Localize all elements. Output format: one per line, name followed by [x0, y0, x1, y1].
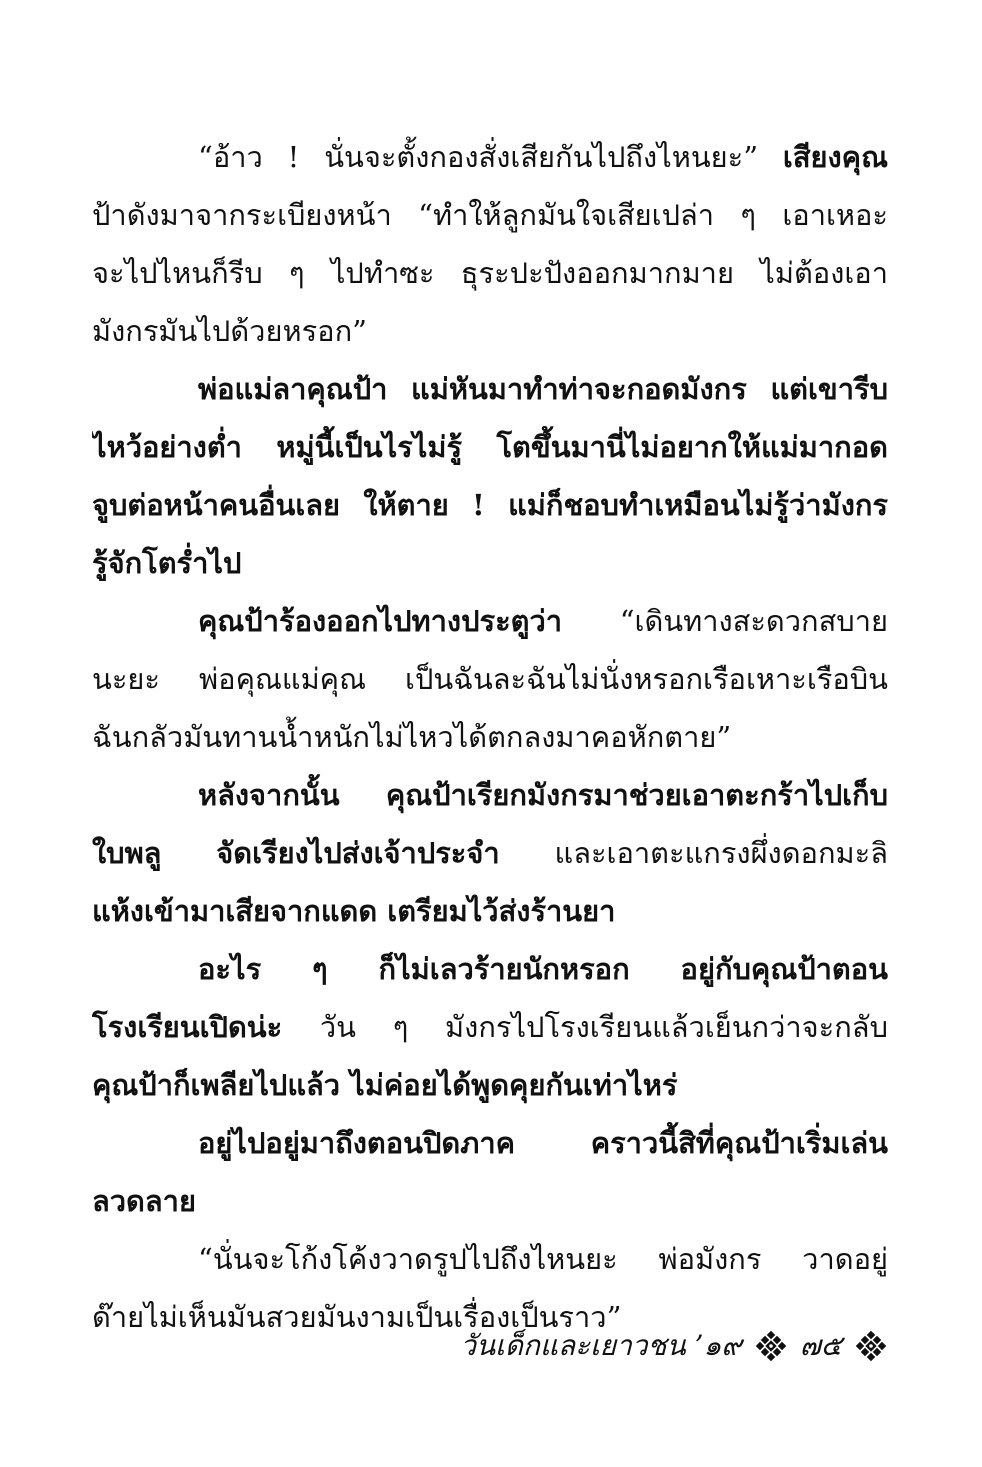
- text-line: [92, 708, 888, 766]
- text-line: [92, 592, 888, 650]
- text-line: [92, 302, 888, 360]
- text-segment: วัน ๆ มังกรไปโรงเรียนแล้วเย็นกว่าจะกลับ: [319, 1010, 888, 1044]
- text-segment: จูบต่อหน้าคนอื่นเลย ให้ตาย ! แม่ก็ชอบทำเหมือนไม่รู้ว่ามังกร: [92, 488, 888, 522]
- text-segment: หลังจากนั้น คุณป้าเรียกมังกรมาช่วยเอาตะกร้าไปเก็บ: [198, 778, 888, 812]
- text-line: [92, 418, 888, 476]
- text-line: [92, 360, 888, 418]
- text-segment: แห้งเข้ามาเสียจากแดด เตรียมไว้ส่งร้านยา: [92, 894, 616, 928]
- text-line: [92, 998, 888, 1056]
- paragraph: [92, 128, 888, 360]
- text-line: [92, 766, 888, 824]
- paragraph: [92, 1114, 888, 1230]
- text-line: [92, 882, 888, 940]
- text-line: [92, 940, 888, 998]
- text-line: [92, 824, 888, 882]
- paragraph: [92, 766, 888, 940]
- text-line: [92, 476, 888, 534]
- text-segment: อยู่ไปอยู่มาถึงตอนปิดภาค คราวนี้สิที่คุณป้าเริ่มเล่น: [198, 1126, 888, 1160]
- text-segment: ลวดลาย: [92, 1184, 196, 1218]
- paragraph: [92, 940, 888, 1114]
- text-line: [92, 1230, 888, 1288]
- paragraph: [92, 360, 888, 592]
- diamond-ornament-icon: [756, 1331, 786, 1361]
- text-segment: อะไร ๆ ก็ไม่เลวร้ายนักหรอก อยู่กับคุณป้าตอน: [198, 952, 888, 986]
- paragraph: [92, 592, 888, 766]
- text-segment: มังกรมันไปด้วยหรอก”: [92, 314, 367, 348]
- text-segment: ใบพลู จัดเรียงไปส่งเจ้าประจำ: [92, 836, 555, 870]
- text-segment: “อ้าว ! นั่นจะตั้งกองสั่งเสียกันไปถึงไหนยะ”: [198, 140, 783, 174]
- text-line: [92, 244, 888, 302]
- text-segment: ป้าดังมาจากระเบียงหน้า “ทำให้ลูกมันใจเสียเปล่า ๆ เอาเหอะ: [92, 198, 888, 232]
- text-line: [92, 534, 888, 592]
- text-segment: “เดินทางสะดวกสบาย: [619, 604, 888, 638]
- text-segment: ฉันกลัวมันทานน้ำหนักไม่ไหวได้ตกลงมาคอหักตาย”: [92, 720, 732, 754]
- text-line: [92, 128, 888, 186]
- text-line: [92, 1056, 888, 1114]
- text-segment: จะไปไหนก็รีบ ๆ ไปทำซะ ธุระปะปังออกมากมาย ไม่ต้องเอา: [92, 256, 888, 290]
- text-segment: นะยะ พ่อคุณแม่คุณ เป็นฉันละฉันไม่นั่งหรอกเรือเหาะเรือบิน: [92, 662, 888, 696]
- text-line: [92, 1114, 888, 1172]
- text-line: [92, 1172, 888, 1230]
- text-segment: คุณป้าก็เพลียไปแล้ว ไม่ค่อยได้พูดคุยกันเท่าไหร่: [92, 1068, 678, 1102]
- text-segment: เสียงคุณ: [782, 140, 888, 174]
- running-footer: [460, 1326, 886, 1366]
- body-text: [92, 128, 888, 1346]
- diamond-ornament-icon: [856, 1331, 886, 1361]
- text-segment: ด๊ายไม่เห็นมันสวยมันงามเป็นเรื่องเป็นราว”: [92, 1300, 622, 1334]
- text-segment: ไหว้อย่างต่ำ หมู่นี้เป็นไรไม่รู้ โตขึ้นมานี่ไม่อยากให้แม่มากอด: [92, 430, 888, 464]
- text-segment: “นั่นจะโก้งโค้งวาดรูปไปถึงไหนยะ พ่อมังกร วาดอยู่: [198, 1242, 888, 1276]
- text-segment: โรงเรียนเปิดน่ะ: [92, 1010, 320, 1044]
- text-line: [92, 650, 888, 708]
- text-segment: รู้จักโตร่ำไป: [92, 546, 242, 580]
- text-segment: พ่อแม่ลาคุณป้า แม่หันมาทำท่าจะกอดมังกร แต่เขารีบ: [198, 372, 888, 406]
- text-line: [92, 186, 888, 244]
- text-segment: และเอาตะแกรงผึ่งดอกมะลิ: [554, 836, 888, 870]
- publication-title: วันเด็กและเยาวชน ’๑๙: [460, 1329, 742, 1362]
- text-segment: คุณป้าร้องออกไปทางประตูว่า: [198, 604, 620, 638]
- page-number: ๗๕: [799, 1329, 842, 1362]
